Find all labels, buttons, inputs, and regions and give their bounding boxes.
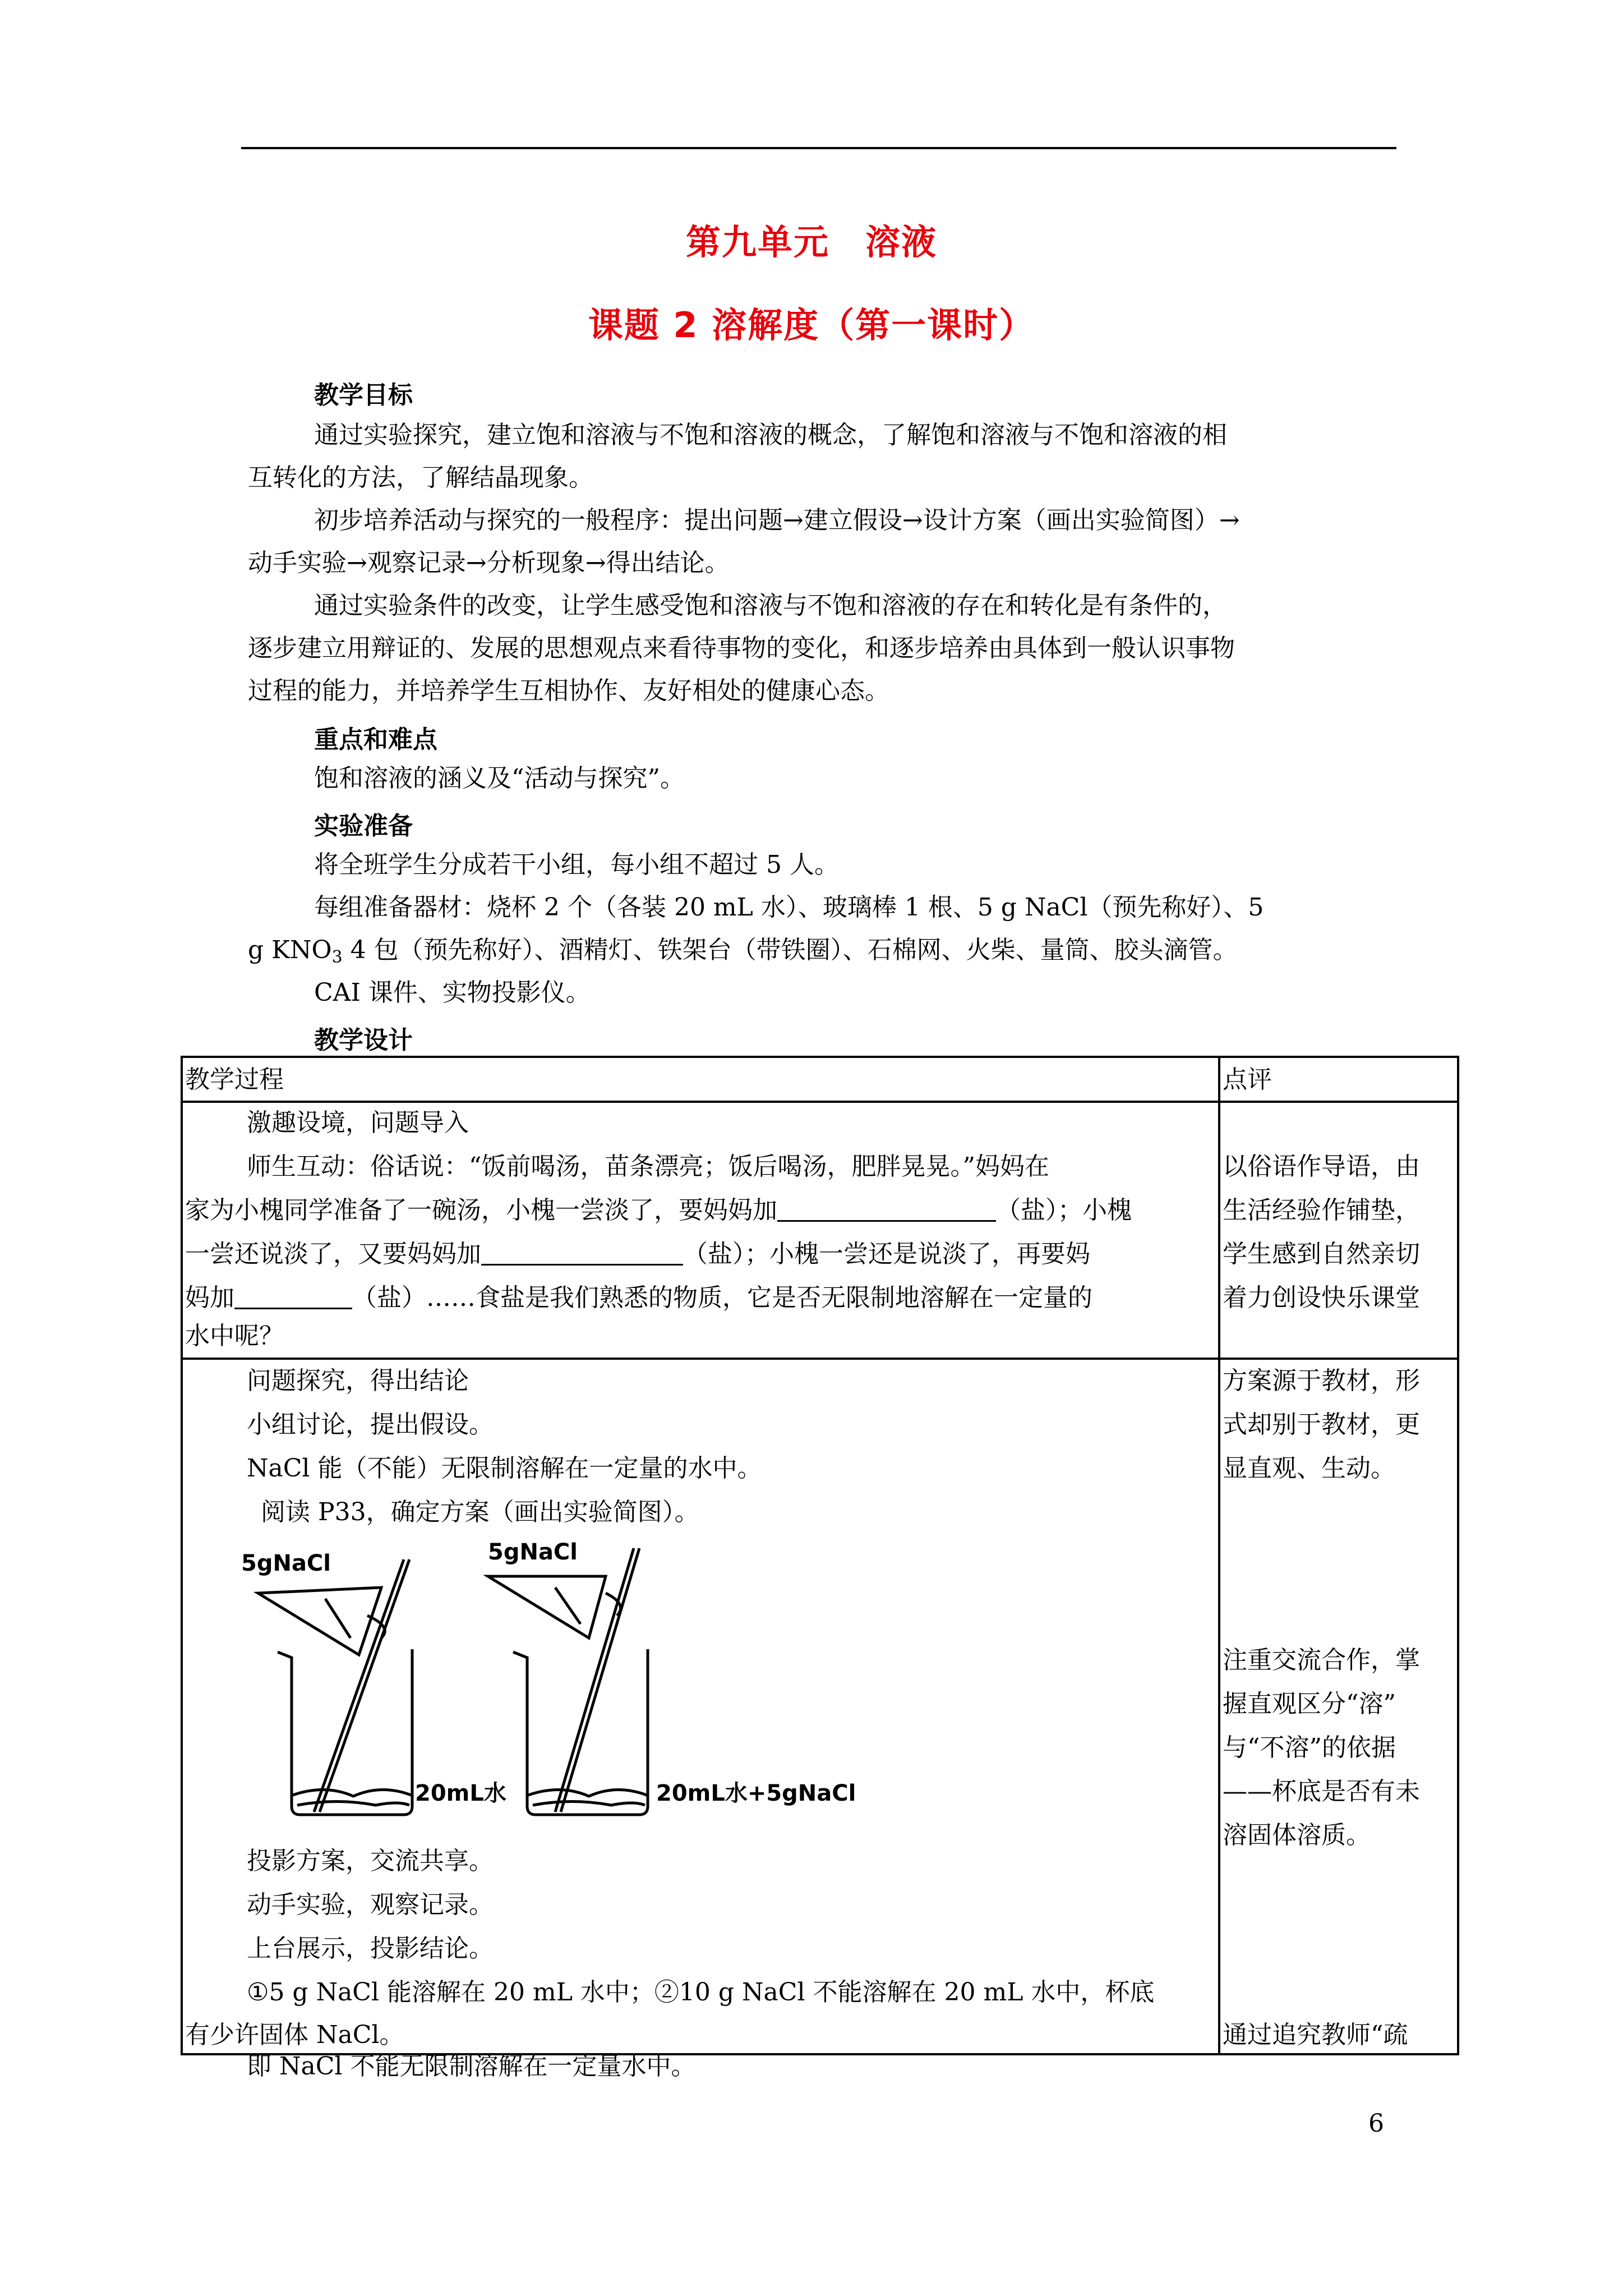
row1-line: 师生互动：俗话说：“饭前喝汤，苗条漂亮；饭后喝汤，肥胖晃晃。”妈妈在 (247, 1152, 1049, 1181)
comment-line: ——杯底是否有未 (1223, 1777, 1420, 1806)
goals-line: 初步培养活动与探究的一般程序：提出问题→建立假设→设计方案（画出实验简图）→ (314, 506, 1240, 535)
key-heading: 重点和难点 (314, 725, 437, 754)
row2-line: 小组讨论，提出假设。 (247, 1410, 494, 1439)
page-number: 6 (1368, 2109, 1384, 2138)
answer-blank[interactable] (234, 1283, 352, 1309)
answer-blank[interactable] (777, 1195, 996, 1222)
row2-line: NaCl 能（不能）无限制溶解在一定量的水中。 (247, 1454, 762, 1483)
comment-line: 与“不溶”的依据 (1223, 1733, 1396, 1762)
row2-line: 投影方案，交流共享。 (247, 1847, 494, 1875)
goals-line: 逐步建立用辩证的、发展的思想观点来看待事物的变化，和逐步培养由具体到一般认识事物 (248, 634, 1235, 662)
lesson-title: 课题 2 溶解度（第一课时） (588, 305, 1035, 346)
row1-line: 家为小槐同学准备了一碗汤，小槐一尝淡了，要妈妈加 （盐）；小槐 (185, 1196, 1132, 1225)
goals-line: 通过实验条件的改变，让学生感受饱和溶液与不饱和溶液的存在和转化是有条件的， (314, 591, 1227, 620)
comment-line: 学生感到自然亲切 (1223, 1240, 1420, 1268)
table-rule (1457, 1056, 1459, 2055)
key-line: 饱和溶液的涵义及“活动与探究”。 (314, 764, 685, 793)
prep-line: CAI 课件、实物投影仪。 (314, 978, 591, 1007)
answer-blank[interactable] (481, 1239, 683, 1266)
row2-line: 问题探究，得出结论 (247, 1366, 469, 1395)
figure-label: 20mL水 (415, 1780, 506, 1806)
row1-line: 水中呢？ (185, 1322, 284, 1350)
prep-line: 每组准备器材：烧杯 2 个（各装 20 mL 水）、玻璃棒 1 根、5 g NaCl（预先称好）、5 (314, 893, 1264, 922)
col-header: 点评 (1223, 1065, 1272, 1094)
comment-line: 着力创设快乐课堂 (1223, 1283, 1420, 1312)
row2-line: 阅读 P33，确定方案（画出实验简图）。 (261, 1498, 699, 1526)
goals-heading: 教学目标 (314, 381, 413, 409)
figure-label: 20mL水+5gNaCl (656, 1780, 856, 1806)
paper-packet-right-icon (488, 1576, 606, 1638)
comment-line: 注重交流合作，掌 (1223, 1646, 1420, 1674)
top-rule (241, 147, 1396, 149)
comment-line: 通过追究教师“疏 (1223, 2021, 1408, 2049)
experiment-figure (241, 1537, 903, 1829)
goals-line: 动手实验→观察记录→分析现象→得出结论。 (248, 549, 730, 577)
unit-title: 第九单元 溶液 (685, 222, 937, 263)
table-rule (181, 1056, 183, 2055)
table-rule (181, 1101, 1459, 1103)
row1-line: 妈加 （盐）……食盐是我们熟悉的物质，它是否无限制地溶解在一定量的 (185, 1283, 1092, 1312)
table-rule (181, 1056, 1459, 1058)
row1-line: 激趣设境，问题导入 (247, 1108, 469, 1137)
comment-line: 方案源于教材，形 (1223, 1366, 1420, 1395)
figure-label: 5gNaCl (241, 1550, 331, 1576)
goals-line: 通过实验探究，建立饱和溶液与不饱和溶液的概念，了解饱和溶液与不饱和溶液的相 (314, 421, 1227, 449)
comment-line: 溶固体溶质。 (1223, 1821, 1371, 1849)
comment-line: 握直观区分“溶” (1223, 1690, 1396, 1718)
comment-line: 生活经验作铺垫， (1223, 1196, 1420, 1225)
row2-line: 即 NaCl 不能无限制溶解在一定量水中。 (247, 2052, 696, 2081)
comment-line: 显直观、生动。 (1223, 1454, 1395, 1483)
beaker-left-icon (278, 1649, 412, 1815)
row2-line: 动手实验，观察记录。 (247, 1890, 494, 1919)
row1-line: 一尝还说淡了，又要妈妈加 （盐）；小槐一尝还是说淡了，再要妈 (185, 1240, 1090, 1268)
goals-line: 过程的能力，并培养学生互相协作、友好相处的健康心态。 (248, 677, 889, 705)
prep-line: 将全班学生分成若干小组，每小组不超过 5 人。 (314, 850, 839, 879)
paper-packet-left-icon (258, 1588, 381, 1655)
prep-heading: 实验准备 (314, 812, 413, 840)
goals-line: 互转化的方法，了解结晶现象。 (248, 463, 593, 492)
comment-line: 式却别于教材，更 (1223, 1410, 1420, 1439)
row2-line: 有少许固体 NaCl。 (185, 2021, 404, 2049)
table-rule (1218, 1056, 1220, 2055)
table-rule (181, 1358, 1459, 1360)
design-heading: 教学设计 (314, 1026, 413, 1055)
prep-line: g $KNO_3$ 4 包（预先称好）、酒精灯、铁架台（带铁圈）、石棉网、火柴、量筒、胶头滴管。 (248, 936, 1238, 967)
comment-line: 以俗语作导语，由 (1223, 1152, 1420, 1181)
row2-line: 上台展示，投影结论。 (247, 1934, 494, 1963)
col-header: 教学过程 (185, 1065, 284, 1094)
figure-label: 5gNaCl (488, 1539, 578, 1565)
row2-line: ①5 g NaCl 能溶解在 20 mL 水中；②10 g NaCl 不能溶解在 20 mL 水中，杯底 (247, 1978, 1155, 2007)
